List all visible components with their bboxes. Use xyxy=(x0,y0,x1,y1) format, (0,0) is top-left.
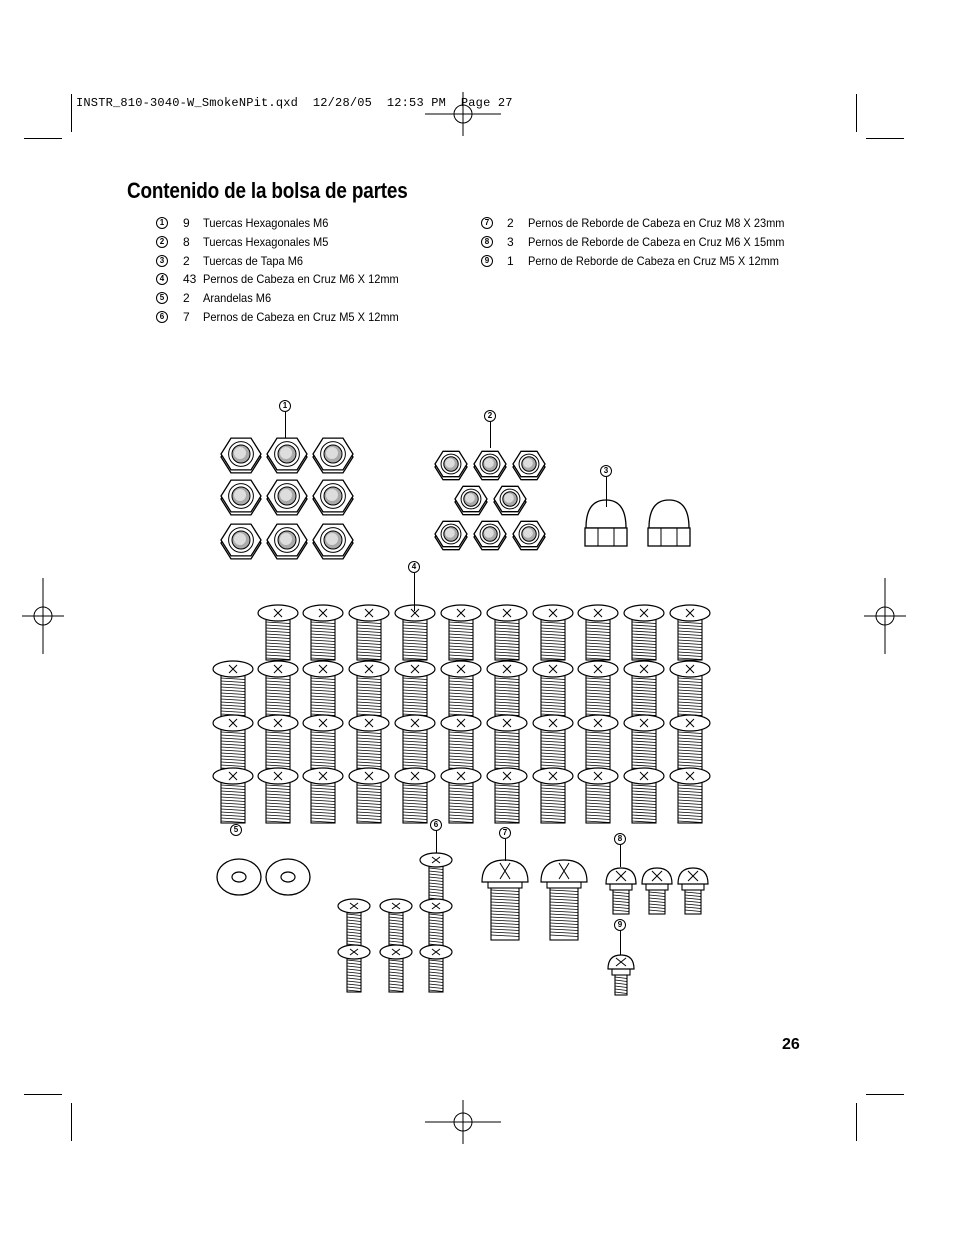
cap-nut-icon xyxy=(648,500,690,546)
item-quantity: 2 xyxy=(507,216,514,230)
screw-m6-icon xyxy=(213,768,253,823)
hex-nut-icon xyxy=(474,451,506,479)
item-quantity: 43 xyxy=(183,272,197,287)
callout-8: 8 xyxy=(614,833,626,845)
hex-nut-icon xyxy=(221,480,261,515)
callout-leader xyxy=(620,845,621,867)
screw-m6-icon xyxy=(258,715,298,770)
callout-9: 9 xyxy=(614,919,626,931)
callout-3: 3 xyxy=(600,465,612,477)
screw-m6-icon xyxy=(441,768,481,823)
item-description: Pernos de Reborde de Cabeza en Cruz M6 X 15mm xyxy=(528,234,785,249)
screw-m6-icon xyxy=(578,715,618,770)
item-number: 2 xyxy=(156,236,168,248)
flange-bolt-m6-icon xyxy=(606,868,636,914)
washer-icon xyxy=(217,859,261,895)
callout-leader xyxy=(490,422,491,448)
screw-m6-icon xyxy=(258,768,298,823)
screw-m6-icon xyxy=(213,715,253,770)
screw-m6-icon xyxy=(578,661,618,716)
screw-m5-icon xyxy=(338,945,370,992)
callout-leader xyxy=(436,831,437,853)
item-description: Tuercas Hexagonales M6 xyxy=(203,216,329,230)
screw-m6-icon xyxy=(487,661,527,716)
screw-m6-icon xyxy=(441,661,481,716)
washer-icon xyxy=(266,859,310,895)
callout-leader xyxy=(505,839,506,861)
item-quantity: 8 xyxy=(183,234,190,249)
hex-nut-icon xyxy=(494,486,526,514)
item-quantity: 7 xyxy=(183,309,190,324)
item-description: Pernos de Reborde de Cabeza en Cruz M8 X 23mm xyxy=(528,216,785,230)
screw-m6-icon xyxy=(213,661,253,716)
callout-5: 5 xyxy=(230,824,242,836)
hex-nut-icon xyxy=(513,451,545,479)
item-quantity: 9 xyxy=(183,216,190,230)
screw-m6-icon xyxy=(670,661,710,716)
item-quantity: 2 xyxy=(183,291,190,306)
screw-m6-icon xyxy=(349,661,389,716)
hex-nut-icon xyxy=(221,438,261,473)
screw-m6-icon xyxy=(670,768,710,823)
page-number: 26 xyxy=(782,1036,800,1053)
screw-m6-icon xyxy=(670,715,710,770)
screw-m6-icon xyxy=(670,605,710,660)
item-number: 9 xyxy=(481,255,493,267)
item-description: Arandelas M6 xyxy=(203,291,272,306)
hex-nut-icon xyxy=(435,521,467,549)
hex-nut-icon xyxy=(313,438,353,473)
callout-leader xyxy=(414,573,415,611)
screw-m6-icon xyxy=(441,715,481,770)
flange-bolt-m8-icon xyxy=(482,860,528,940)
item-description: Pernos de Cabeza en Cruz M6 X 12mm xyxy=(203,272,399,287)
callout-leader xyxy=(620,931,621,955)
item-number: 5 xyxy=(156,292,168,304)
screw-m6-icon xyxy=(303,715,343,770)
screw-m6-icon xyxy=(349,768,389,823)
screw-m5-icon xyxy=(338,899,370,946)
flange-bolt-m8-icon xyxy=(541,860,587,940)
item-description: Perno de Reborde de Cabeza en Cruz M5 X 12mm xyxy=(528,253,779,268)
screw-m6-icon xyxy=(624,605,664,660)
item-number: 8 xyxy=(481,236,493,248)
screw-m5-icon xyxy=(420,853,452,900)
screw-m6-icon xyxy=(395,768,435,823)
screw-m6-icon xyxy=(487,715,527,770)
item-number: 6 xyxy=(156,311,168,323)
callout-6: 6 xyxy=(430,819,442,831)
screw-m5-icon xyxy=(420,945,452,992)
hex-nut-icon xyxy=(513,521,545,549)
item-description: Tuercas de Tapa M6 xyxy=(203,253,304,268)
hex-nut-icon xyxy=(455,486,487,514)
callout-7: 7 xyxy=(499,827,511,839)
hex-nut-icon xyxy=(435,451,467,479)
screw-m6-icon xyxy=(578,605,618,660)
screw-m6-icon xyxy=(303,661,343,716)
callout-2: 2 xyxy=(484,410,496,422)
callout-leader xyxy=(285,412,286,438)
hex-nut-icon xyxy=(474,521,506,549)
flange-bolt-m5-icon xyxy=(608,955,634,995)
hex-nut-icon xyxy=(267,524,307,559)
screw-m6-icon xyxy=(487,605,527,660)
item-number: 3 xyxy=(156,255,168,267)
page-title: Contenido de la bolsa de partes xyxy=(127,178,408,203)
screw-m6-icon xyxy=(624,715,664,770)
screw-m6-icon xyxy=(349,715,389,770)
file-slug: INSTR_810-3040-W_SmokeNPit.qxd 12/28/05 12:53 PM Page 27 xyxy=(76,96,513,110)
screw-m6-icon xyxy=(533,768,573,823)
hex-nut-icon xyxy=(313,524,353,559)
item-description: Pernos de Cabeza en Cruz M5 X 12mm xyxy=(203,309,399,324)
screw-m6-icon xyxy=(533,605,573,660)
callout-1: 1 xyxy=(279,400,291,412)
screw-m6-icon xyxy=(624,661,664,716)
screw-m6-icon xyxy=(441,605,481,660)
screw-m6-icon xyxy=(578,768,618,823)
screw-m6-icon xyxy=(395,661,435,716)
callout-4: 4 xyxy=(408,561,420,573)
screw-m5-icon xyxy=(380,899,412,946)
hex-nut-icon xyxy=(313,480,353,515)
screw-m6-icon xyxy=(395,715,435,770)
screw-m6-icon xyxy=(533,715,573,770)
hex-nut-icon xyxy=(267,438,307,473)
item-quantity: 1 xyxy=(507,253,514,268)
screw-m6-icon xyxy=(349,605,389,660)
item-description: Tuercas Hexagonales M5 xyxy=(203,234,329,249)
flange-bolt-m6-icon xyxy=(642,868,672,914)
item-number: 7 xyxy=(481,217,493,229)
screw-m6-icon xyxy=(303,768,343,823)
screw-m6-icon xyxy=(258,605,298,660)
screw-m5-icon xyxy=(380,945,412,992)
flange-bolt-m6-icon xyxy=(678,868,708,914)
screw-m6-icon xyxy=(303,605,343,660)
screw-m5-icon xyxy=(420,899,452,946)
screw-m6-icon xyxy=(487,768,527,823)
callout-leader xyxy=(606,477,607,507)
item-quantity: 2 xyxy=(183,253,190,268)
item-quantity: 3 xyxy=(507,234,514,249)
hex-nut-icon xyxy=(267,480,307,515)
screw-m6-icon xyxy=(258,661,298,716)
screw-m6-icon xyxy=(533,661,573,716)
screw-m6-icon xyxy=(395,605,435,660)
screw-m6-icon xyxy=(624,768,664,823)
item-number: 1 xyxy=(156,217,168,229)
hex-nut-icon xyxy=(221,524,261,559)
item-number: 4 xyxy=(156,273,168,285)
